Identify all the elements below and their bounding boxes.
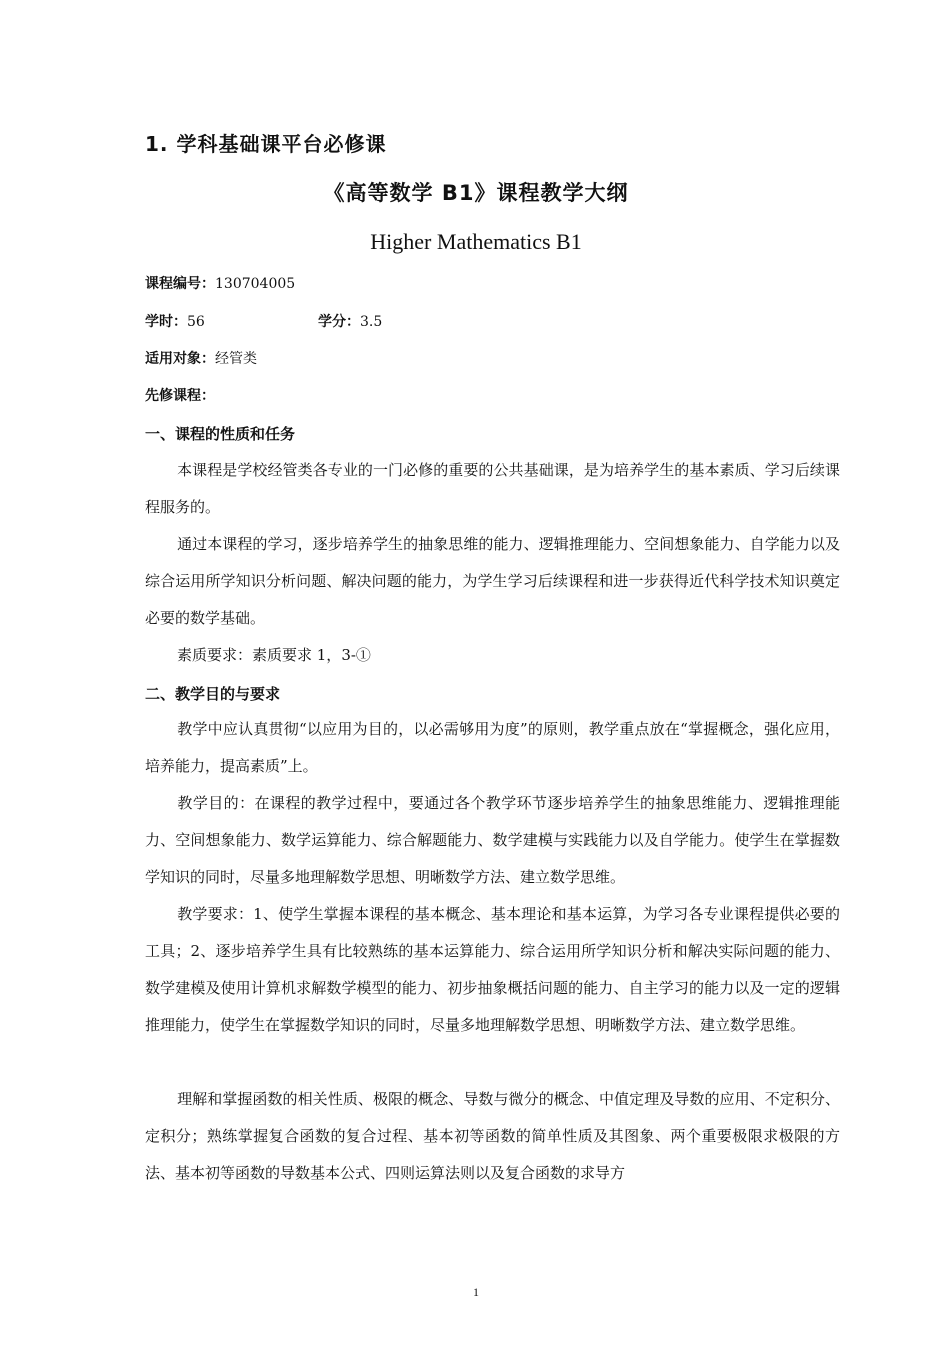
prereq-row: [145, 386, 215, 406]
section-1-paragraph-3: [145, 637, 840, 674]
section-1-heading: 一、课程的性质和任务: [145, 425, 296, 443]
credits-row: [318, 312, 382, 332]
paragraph-text: 通过本课程的学习，逐步培养学生的抽象思维的能力、逻辑推理能力、空间想象能力、自学能力以及综合运用所学知识分析问题、解决问题的能力，为学生学习后续课程和进一步获得近代科学技术知识奠定必要的数学基础。: [145, 535, 840, 627]
hours-value: 56: [187, 314, 205, 330]
paragraph-text: 教学中应认真贯彻“以应用为目的，以必需够用为度”的原则，教学重点放在“掌握概念，强化应用，培养能力，提高素质”上。: [145, 720, 840, 775]
audience-value: 经管类: [215, 351, 257, 367]
paragraph-text: 素质要求：素质要求 1，3-①: [177, 646, 371, 664]
course-code-label: 课程编号：: [145, 276, 215, 292]
audience-row: [145, 349, 257, 369]
hours-label: 学时：: [145, 314, 187, 330]
section-1-paragraph-1: [145, 452, 840, 526]
paragraph-text: 理解和掌握函数的相关性质、极限的概念、导数与微分的概念、中值定理及导数的应用、不定积分、定积分；熟练掌握复合函数的复合过程、基本初等函数的简单性质及其图象、两个重要极限求极限的方法、基本初等函数的导数基本公式、四则运算法则以及复合函数的求导方: [145, 1090, 840, 1182]
section-1-paragraph-2: [145, 526, 840, 637]
section-2-paragraph-3: [145, 896, 840, 1044]
section-2-paragraph-1: [145, 711, 840, 785]
document-title: 《高等数学 B1》课程教学大纲: [323, 181, 629, 205]
section-2-paragraph-2: [145, 785, 840, 896]
paragraph-text: 本课程是学校经管类各专业的一门必修的重要的公共基础课，是为培养学生的基本素质、学习后续课程服务的。: [145, 461, 840, 516]
section-2-heading: 二、教学目的与要求: [145, 685, 281, 703]
course-code-value: 130704005: [215, 276, 296, 292]
audience-label: 适用对象：: [145, 351, 215, 367]
section-heading: 1. 学科基础课平台必修课: [145, 132, 387, 156]
hours-row: [145, 312, 205, 332]
paragraph-text: 教学要求：1、使学生掌握本课程的基本概念、基本理论和基本运算，为学习各专业课程提供必要的工具；2、逐步培养学生具有比较熟练的基本运算能力、综合运用所学知识分析和解决实际问题的能力、数学建模及使用计算机求解数学模型的能力、初步抽象概括问题的能力、自主学习的能力以及一定的逻辑推理能力，使学生在掌握数学知识的同时，尽量多地理解数学思想、明晰数学方法、建立数学思维。: [145, 905, 840, 1034]
prereq-label: 先修课程：: [145, 388, 215, 404]
section-2-paragraph-4: [145, 1081, 840, 1192]
document-subtitle: Higher Mathematics B1: [370, 229, 582, 254]
course-code-row: [145, 274, 295, 294]
credits-value: 3.5: [360, 314, 383, 330]
credits-label: 学分：: [318, 314, 360, 330]
page-number: 1: [473, 1285, 479, 1299]
paragraph-text: 教学目的：在课程的教学过程中，要通过各个教学环节逐步培养学生的抽象思维能力、逻辑推理能力、空间想象能力、数学运算能力、综合解题能力、数学建模与实践能力以及自学能力。使学生在掌握数学知识的同时，尽量多地理解数学思想、明晰数学方法、建立数学思维。: [145, 794, 840, 886]
